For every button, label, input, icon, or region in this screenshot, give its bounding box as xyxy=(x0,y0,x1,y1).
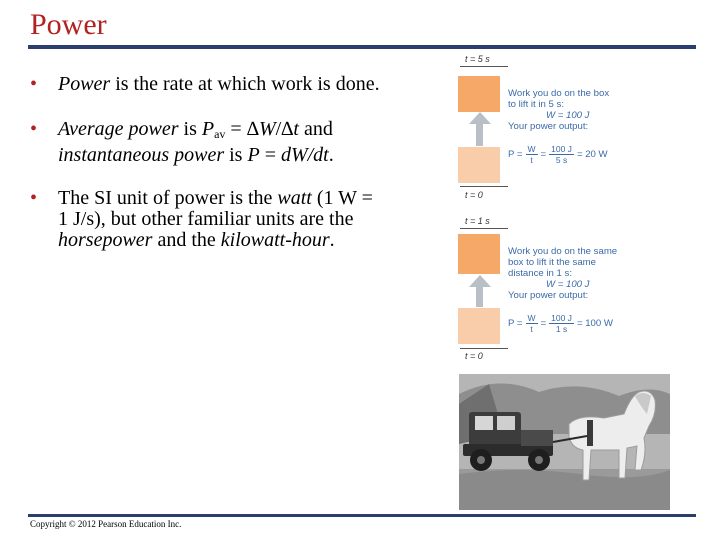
figure-text xyxy=(508,88,648,132)
box-start xyxy=(458,147,500,183)
bullet-text: . xyxy=(329,229,335,251)
figure-text-line: box to lift it the same xyxy=(508,257,596,268)
power-label: Your power output: xyxy=(508,290,589,301)
figure-lift-1s xyxy=(456,216,656,366)
level-line xyxy=(460,186,508,187)
bullet-text: = xyxy=(259,144,281,166)
term-power: Power xyxy=(58,73,111,95)
term-horsepower: horsepower xyxy=(58,229,153,251)
eq-result: = 100 W xyxy=(576,318,613,329)
horse-car-illustration xyxy=(459,374,670,510)
bullet-si-unit xyxy=(30,188,380,251)
bullet-text: The SI unit of power is the xyxy=(58,187,278,209)
symbol-t: t xyxy=(293,118,299,140)
work-value: W = 100 J xyxy=(546,279,590,290)
arrow-shaft xyxy=(476,287,483,307)
fraction-numerator: W xyxy=(527,144,536,154)
figure-text-line: to lift it in 5 s: xyxy=(508,99,564,110)
time-label-bottom: t = 0 xyxy=(465,190,483,200)
figure-text xyxy=(508,246,648,301)
bullet-text: . xyxy=(328,144,334,166)
bullet-list xyxy=(30,74,380,275)
work-value: W = 100 J xyxy=(546,110,590,121)
symbol-p: P xyxy=(247,144,260,166)
level-line xyxy=(460,66,508,67)
eq-result: = 20 W xyxy=(576,149,608,160)
figure-text-line: Work you do on the box xyxy=(508,88,610,99)
fraction-values xyxy=(549,144,574,165)
fraction-numerator: 100 J xyxy=(551,313,572,323)
bullet-dot: • xyxy=(30,187,38,209)
title-rule xyxy=(28,45,696,49)
bullet-text: is the rate at which work is done. xyxy=(110,73,380,95)
figure-lift-5s xyxy=(456,54,656,204)
arrow-shaft xyxy=(476,124,483,146)
level-line xyxy=(460,228,508,229)
time-label-top: t = 1 s xyxy=(465,216,490,226)
fraction-denominator: 1 s xyxy=(555,324,568,334)
slide-title: Power xyxy=(30,8,107,41)
symbol-dwdt: dW/dt xyxy=(280,144,329,166)
bullet-text: (1 W = 1 J/s), but other familiar units are the xyxy=(58,187,373,230)
power-equation xyxy=(508,313,613,334)
fraction-w-over-t xyxy=(526,144,538,165)
fraction-denominator: 5 s xyxy=(555,155,568,165)
bullet-text: is xyxy=(178,118,202,140)
term-kilowatt-hour: kilowatt-hour xyxy=(220,229,330,251)
term-average-power: Average power xyxy=(58,118,179,140)
up-arrow-icon xyxy=(469,275,491,287)
bullet-text: and the xyxy=(152,229,221,251)
figure-text-line: Work you do on the same xyxy=(508,246,618,257)
up-arrow-icon xyxy=(469,112,491,124)
box-start xyxy=(458,308,500,344)
footer-rule xyxy=(28,514,696,517)
box-raised xyxy=(458,234,500,274)
fraction-values xyxy=(549,313,574,334)
fraction-numerator: 100 J xyxy=(551,144,572,154)
bullet-text: = ∆ xyxy=(225,118,259,140)
eq-lhs: P = xyxy=(508,149,523,160)
box-raised xyxy=(458,76,500,112)
eq-lhs: P = xyxy=(508,318,523,329)
eq-equals: = xyxy=(540,149,547,160)
term-watt: watt xyxy=(277,187,312,209)
term-instantaneous-power: instantaneous power xyxy=(58,144,225,166)
subscript-av: av xyxy=(214,127,226,141)
bullet-dot: • xyxy=(30,73,38,95)
power-label: Your power output: xyxy=(508,121,589,132)
symbol-p: P xyxy=(201,118,215,140)
time-label-bottom: t = 0 xyxy=(465,351,483,361)
eq-equals: = xyxy=(540,318,547,329)
bullet-average-power xyxy=(30,119,380,166)
fraction-w-over-t xyxy=(526,313,538,334)
bullet-text: /∆ xyxy=(275,118,294,140)
level-line xyxy=(460,348,508,349)
bullet-text: and xyxy=(298,118,333,140)
bullet-text: is xyxy=(224,144,248,166)
bullet-power-definition xyxy=(30,74,380,95)
copyright-notice: Copyright © 2012 Pearson Education Inc. xyxy=(30,519,182,529)
time-label-top: t = 5 s xyxy=(465,54,490,64)
bullet-dot: • xyxy=(30,118,38,140)
figure-text-line: distance in 1 s: xyxy=(508,268,572,279)
fraction-denominator: t xyxy=(530,324,533,334)
fraction-numerator: W xyxy=(527,313,536,323)
horse-pulling-car-photo xyxy=(459,374,670,510)
fraction-denominator: t xyxy=(530,155,533,165)
symbol-w: W xyxy=(258,118,276,140)
power-equation xyxy=(508,144,608,165)
